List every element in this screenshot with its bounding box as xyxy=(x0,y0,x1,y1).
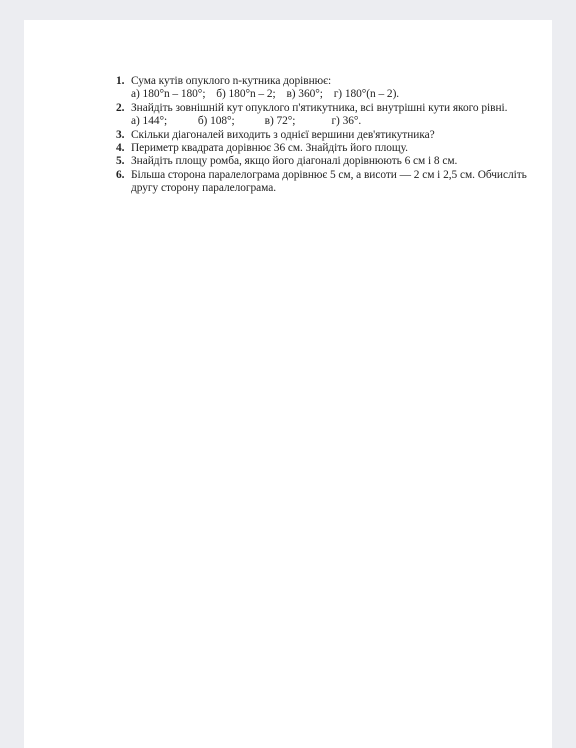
answer-options xyxy=(131,115,536,128)
question-text: Периметр квадрата дорівнює 36 см. Знайдіть його площу. xyxy=(131,142,408,155)
question-text: Знайдіть площу ромба, якщо його діагоналі дорівнюють 6 см і 8 см. xyxy=(131,155,458,168)
question-number: 5. xyxy=(116,155,125,168)
question-text: Знайдіть зовнішній кут опуклого п'ятикутника, всі внутрішні кути якого рівні. xyxy=(131,101,508,114)
question-1 xyxy=(116,75,536,102)
question-text: Сума кутів опуклого n-кутника дорівнює: xyxy=(131,75,332,87)
question-6 xyxy=(116,169,536,196)
question-4 xyxy=(116,142,536,155)
answer-options xyxy=(131,88,536,101)
question-text: Скільки діагоналей виходить з однієї вершини дев'ятикутника? xyxy=(131,128,435,141)
question-number: 6. xyxy=(116,168,125,181)
question-number: 3. xyxy=(116,128,125,141)
question-text: Більша сторона паралелограма дорівнює 5 см, а висоти — 2 см і 2,5 см. Обчисліть другу сторону паралелограма. xyxy=(131,168,527,195)
question-number: 1. xyxy=(116,75,125,87)
question-list xyxy=(116,75,536,196)
answer-option-a: а) 180°n – 180°; xyxy=(131,88,206,101)
question-number: 2. xyxy=(116,101,125,114)
answer-option-c: в) 72°; xyxy=(264,115,296,128)
question-number: 4. xyxy=(116,142,125,155)
answer-option-a: а) 144°; xyxy=(131,115,168,128)
question-5 xyxy=(116,155,536,168)
answer-option-d: г) 36°. xyxy=(331,115,362,128)
question-2 xyxy=(116,102,536,129)
document-page xyxy=(24,20,552,748)
answer-option-d: г) 180°(n – 2). xyxy=(333,88,400,101)
question-3 xyxy=(116,129,536,142)
answer-option-c: в) 360°; xyxy=(286,88,323,101)
answer-option-b: б) 108°; xyxy=(197,115,235,128)
answer-option-b: б) 180°n – 2; xyxy=(216,88,276,101)
